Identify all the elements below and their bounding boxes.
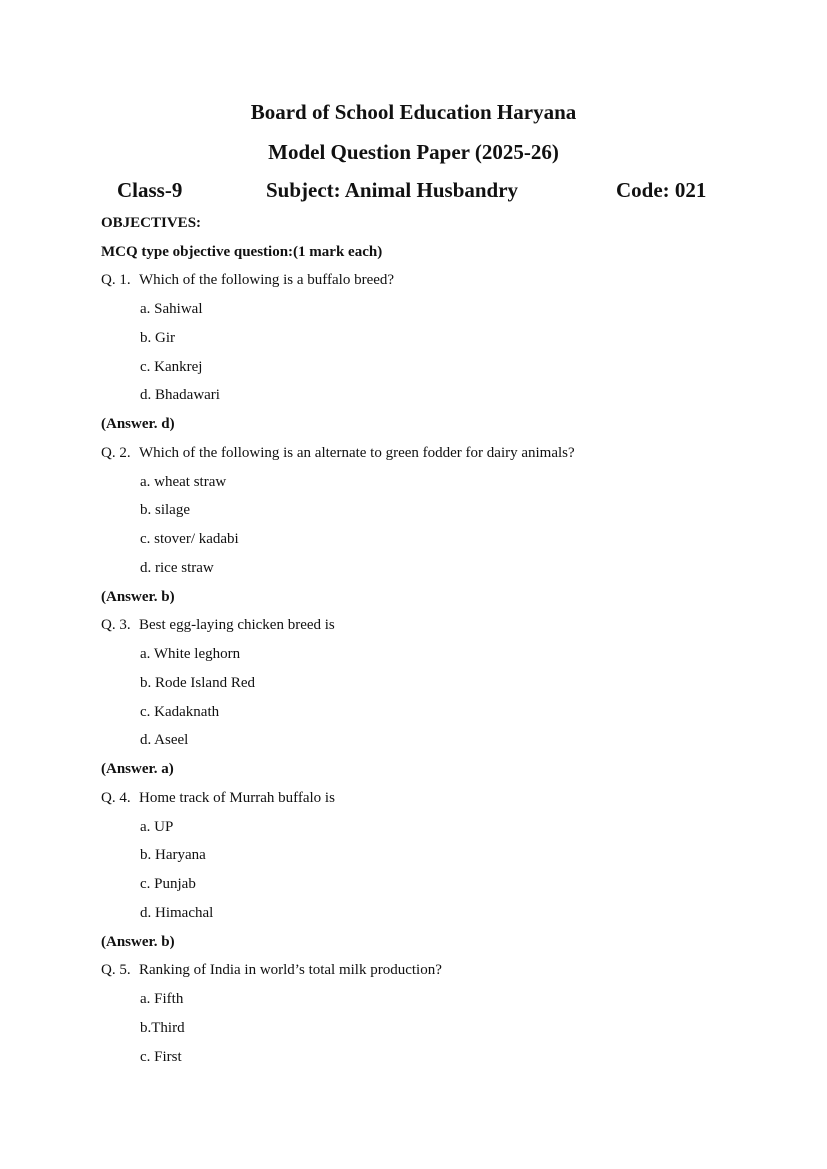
option-a: a. White leghorn <box>140 646 241 662</box>
option-c: c. stover/ kadabi <box>140 531 239 547</box>
option-d: d. Aseel <box>140 732 189 748</box>
question-2 <box>101 445 575 462</box>
question-text: Home track of Murrah buffalo is <box>139 790 335 806</box>
question-1 <box>101 272 394 289</box>
option-c: c. Kadaknath <box>140 704 220 720</box>
question-5 <box>101 962 442 979</box>
option-a: a. Fifth <box>140 991 184 1007</box>
class-label: Class-9 <box>117 178 183 202</box>
mcq-heading: MCQ type objective question:(1 mark each) <box>101 244 383 260</box>
option-b: b.Third <box>140 1020 185 1036</box>
option-c: c. First <box>140 1049 182 1065</box>
question-text: Best egg-laying chicken breed is <box>139 617 335 633</box>
answer-4: (Answer. b) <box>101 934 175 950</box>
option-d: d. rice straw <box>140 560 214 576</box>
question-number: Q. 2. <box>101 445 131 461</box>
board-title: Board of School Education Haryana <box>250 100 577 124</box>
option-b: b. Rode Island Red <box>140 675 255 691</box>
option-b: b. silage <box>140 502 190 518</box>
option-b: b. Haryana <box>140 847 206 863</box>
question-text: Which of the following is an alternate to green fodder for dairy animals? <box>139 445 575 461</box>
question-number: Q. 5. <box>101 962 131 978</box>
option-a: a. Sahiwal <box>140 301 203 317</box>
option-b: b. Gir <box>140 330 175 346</box>
question-text: Ranking of India in world’s total milk production? <box>139 962 442 978</box>
option-c: c. Kankrej <box>140 359 203 375</box>
subject-label: Subject: Animal Husbandry <box>266 178 519 202</box>
option-d: d. Bhadawari <box>140 387 220 403</box>
option-a: a. wheat straw <box>140 474 227 490</box>
option-a: a. UP <box>140 819 174 835</box>
answer-2: (Answer. b) <box>101 589 175 605</box>
answer-1: (Answer. d) <box>101 416 175 432</box>
question-4 <box>101 790 335 807</box>
objectives-heading: OBJECTIVES: <box>101 215 202 231</box>
option-c: c. Punjab <box>140 876 196 892</box>
question-number: Q. 4. <box>101 790 131 806</box>
paper-title: Model Question Paper (2025-26) <box>268 140 559 164</box>
code-label: Code: 021 <box>616 178 707 202</box>
question-3 <box>101 617 335 634</box>
question-number: Q. 3. <box>101 617 131 633</box>
option-d: d. Himachal <box>140 905 214 921</box>
question-number: Q. 1. <box>101 272 131 288</box>
question-text: Which of the following is a buffalo breed? <box>139 272 395 288</box>
answer-3: (Answer. a) <box>101 761 174 777</box>
